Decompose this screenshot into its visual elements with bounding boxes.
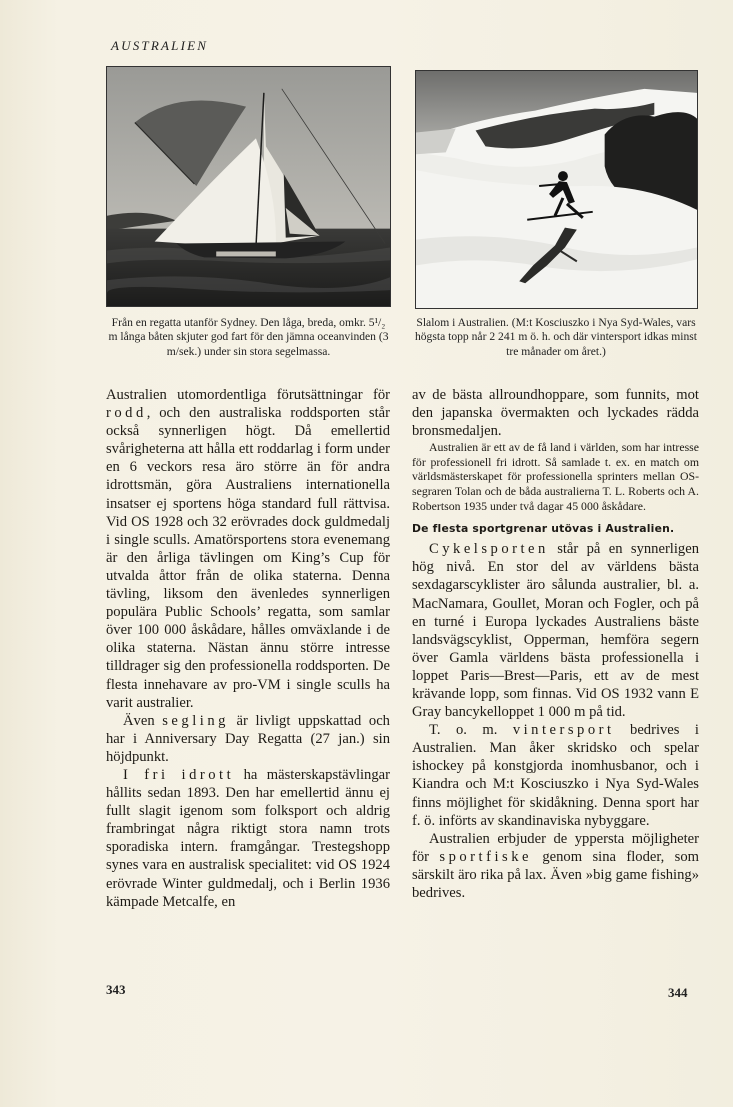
paragraph-vintersport: T. o. m. vintersport bedrives i Australien. Man åker skridsko och spelar ishockey på konstgjorda inomhusbanor, och i Kiandra och M:t Kosciuszko i Nya Syd-Wales finns möjlighet för skidåkning. Denna sport har f. ö. införts av skandinaviska nybyggare. — [412, 722, 699, 829]
paragraph-sportfiske: Australien erbjuder de yppersta möjligheter för sportfiske genom sina floder, som särskilt äro rika på lax. Även »big game fishing» bedrives. — [412, 830, 699, 902]
page-number-right: 344 — [668, 985, 688, 1000]
paragraph-continuation: av de bästa allroundhoppare, som funnits, mot den japanska övermakten och lyckades rädda bronsmedaljen. — [412, 387, 699, 440]
left-column — [106, 386, 390, 911]
skier-illustration — [416, 71, 697, 308]
paragraph-rodd: Australien utomordentliga förutsättningar för rodd, och den australiska roddsporten står också synnerligen högt. Då emellertid svårigheterna att hålla ett roddarlag i form under en 6 veckors resa äro större än för andra idrottsmän, göra Australiens internationella insatser ej sportens höga standard full rättvisa. Vid OS 1928 och 32 erövrades dock guldmedalj i single sculls. Amatörsportens stora evenemang är den årliga tävlingen om King’s Cup för utvalda åttor från de olika staterna. Denna tävling, liksom den ävenledes synnerligen populära Public Schools’ regatta, som samlar över 100 000 åskådare, hålles omväxlande i de olika staterna. Nästan ännu större intresse tilldrager sig den professionella roddsporten. De flesta innehavare av pro-VM i single sculls ha varit australier. — [106, 387, 390, 711]
sailboat-illustration — [107, 67, 390, 306]
spaced-term: rodd — [106, 405, 147, 422]
spaced-term: sportfiske — [439, 848, 532, 865]
page-number-left: 343 — [106, 982, 126, 997]
spaced-term: I fri idrott — [123, 766, 235, 783]
sailboat-photo — [106, 66, 391, 307]
spaced-term: segling — [162, 712, 229, 729]
running-head: AUSTRALIEN — [111, 38, 209, 53]
skier-photo — [415, 70, 698, 309]
caption-right: Slalom i Australien. (M:t Kosciuszko i Nya Syd-Wales, vars högsta topp når 2 241 m ö. h. och där vintersport idkas minst tre månader om året.) — [414, 316, 698, 358]
paragraph-fri-idrott: I fri idrott ha mästerskapstävlingar hållits sedan 1893. Den har emellertid ännu ej fullt slagit igenom som folksport och aldrig frambringat några riktigt stora namn trots sporadiska intern. framgångar. Trestegshopp synes vara en australisk specialitet: vid OS 1924 erövrade Winter guldmedalj, och i Berlin 1936 kämpade Metcalfe, en — [106, 766, 390, 910]
caption-left: Från en regatta utanför Sydney. Den låga, breda, omkr. 5¹/₂ m långa båten skjuter god fart för den jämna oceanvinden (3 m/sek.) under sin stora segelmassa. — [108, 316, 389, 358]
paragraph-cykel: Cykelsporten står på en synnerligen hög nivå. En stor del av världens bästa sexdagarscyklister äro sålunda australier, bl. a. MacNamara, Goullet, Moran och Fogler, och på en turné i Europa lyckades Australiens bäste landsvägscyklist, Opperman, hemföra segern över Gamla världens bästa professionella i loppet Paris—Brest—Paris, ett av de mest krävande lopp, som finnas. Vid OS 1932 vann E Gray bancykelloppet 1 000 m på tid. — [412, 541, 699, 721]
paragraph-segling: Även segling är livligt uppskattad och har i Anniversary Day Regatta (27 jan.) sin höjdpunkt. — [106, 712, 390, 765]
right-column — [412, 386, 699, 902]
paragraph-small-print: Australien är ett av de få land i världen, som har intresse för professionell fri idrott. Så samlade t. ex. en match om världsmästerskapet för professionella sprinters mellan OS-segraren Tolan och de båda australierna T. L. Roberts och A. Robertson 1935 under två dagar 45 000 åskådare. — [412, 440, 699, 513]
spaced-term: Cykelsporten — [429, 541, 549, 558]
section-heading: De flesta sportgrenar utövas i Australien. — [412, 522, 675, 536]
spaced-term: vintersport — [512, 722, 615, 739]
